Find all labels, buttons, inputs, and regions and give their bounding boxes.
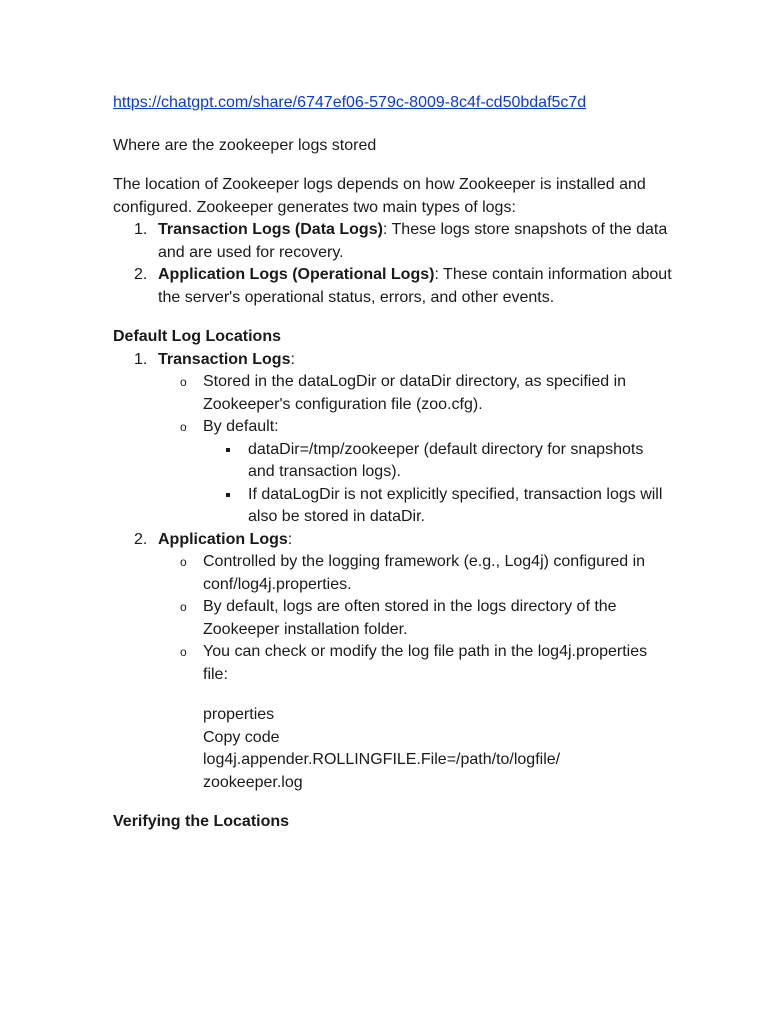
square-bullet-icon: [226, 493, 230, 497]
application-sublist: [158, 551, 673, 686]
application-logs-title: Application Logs: [158, 530, 288, 548]
transaction-logs-item: [113, 349, 673, 529]
list-item-text: If dataLogDir is not explicitly specified, transaction logs will also be stored in dataDir.: [248, 485, 663, 525]
transaction-logs-title: Transaction Logs: [158, 350, 291, 368]
transaction-sublist: [158, 371, 673, 529]
list-item-text: By default, logs are often stored in the logs directory of the Zookeeper installation folder.: [203, 598, 617, 638]
code-line: log4j.appender.ROLLINGFILE.File=/path/to/logfile/: [203, 751, 561, 768]
document-page: [113, 92, 673, 834]
log-types-list: [113, 219, 673, 309]
list-item-text: Stored in the dataLogDir or dataDir directory, as specified in Zookeeper's configuration file (zoo.cfg).: [203, 373, 627, 413]
list-item-text: dataDir=/tmp/zookeeper (default directory for snapshots and transaction logs).: [248, 440, 644, 480]
intro-paragraph: The location of Zookeeper logs depends on how Zookeeper is installed and configured. Zookeeper generates two main types of logs:: [113, 176, 646, 216]
code-line: zookeeper.log: [203, 773, 303, 791]
defaults-sublist: [203, 439, 673, 529]
list-item-text: You can check or modify the log file path in the log4j.properties file:: [203, 643, 648, 683]
question-line: Where are the zookeeper logs stored: [113, 136, 377, 154]
list-item: [158, 371, 673, 416]
list-number: 1.: [134, 221, 148, 238]
code-language-label: properties: [203, 706, 275, 723]
share-link[interactable]: [113, 92, 673, 115]
share-link-text[interactable]: https://chatgpt.com/share/6747ef06-579c-8009-8c4f-cd50bdaf5c7d: [113, 94, 587, 111]
circle-bullet-icon: o: [180, 420, 187, 434]
list-number: 2.: [134, 530, 148, 548]
list-item-text: By default:: [203, 418, 279, 435]
log-type-text: : These logs store snapshots of the data and are used for recovery.: [158, 221, 668, 261]
circle-bullet-icon: o: [180, 555, 187, 569]
copy-code-button[interactable]: Copy code: [203, 728, 280, 746]
circle-bullet-icon: o: [180, 375, 187, 389]
section-heading-default-locations: Default Log Locations: [113, 328, 281, 345]
code-block: [113, 704, 673, 794]
list-number: 1.: [134, 350, 148, 368]
list-number: 2.: [134, 266, 148, 283]
circle-bullet-icon: o: [180, 600, 187, 614]
square-bullet-icon: [226, 448, 230, 452]
application-logs-item: [113, 529, 673, 687]
list-item: [203, 484, 673, 529]
list-item: [203, 439, 673, 484]
section-heading-verifying: Verifying the Locations: [113, 813, 290, 830]
log-type-item: [113, 264, 673, 309]
circle-bullet-icon: o: [180, 645, 187, 659]
locations-list: [113, 349, 673, 687]
list-item: [158, 551, 673, 596]
list-item-text: Controlled by the logging framework (e.g., Log4j) configured in conf/log4j.properties.: [203, 553, 646, 593]
list-item: [158, 416, 673, 529]
title-colon: :: [287, 530, 293, 548]
list-item: [158, 596, 673, 641]
list-item: [158, 641, 673, 686]
title-colon: :: [290, 350, 295, 368]
log-type-text: : These contain information about the server's operational status, errors, and other events.: [158, 266, 672, 306]
log-type-title: Application Logs (Operational Logs): [158, 266, 435, 283]
log-type-title: Transaction Logs (Data Logs): [158, 221, 383, 238]
log-type-item: [113, 219, 673, 264]
